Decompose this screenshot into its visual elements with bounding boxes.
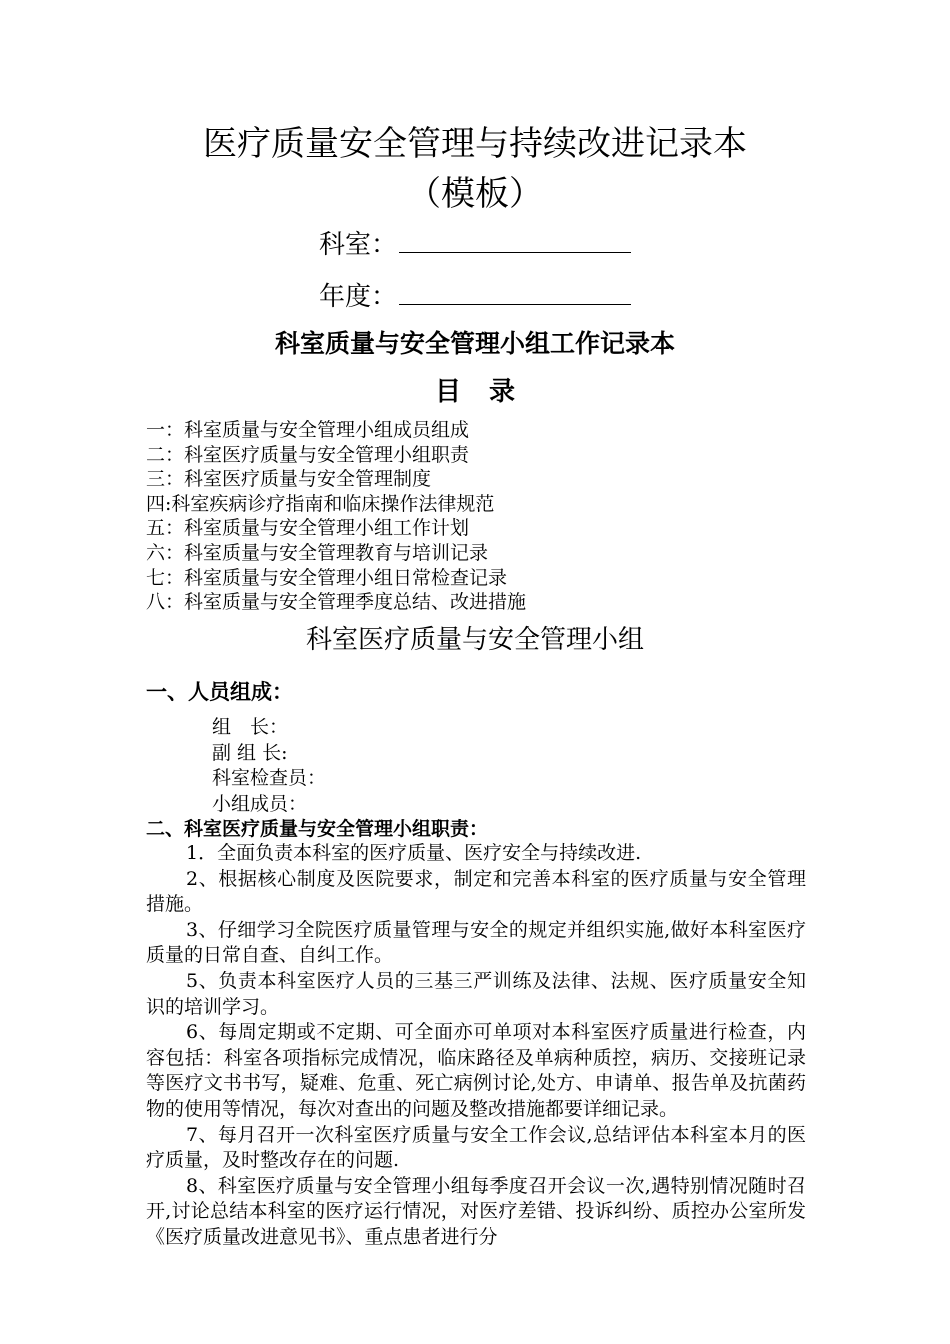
duty-paragraph: 6、每周定期或不定期、可全面亦可单项对本科室医疗质量进行检查，内容包括：科室各项指标完成情况，临床路径及单病种质控，病历、交接班记录等医疗文书书写，疑难、危重、死亡病例讨论,处方、申请单、报告单及抗菌药物的使用等情况，每次对查出的问题及整改措施都要详细记录。: [146, 1021, 806, 1120]
toc-item: 四:科室疾病诊疗指南和临床操作法律规范: [146, 492, 495, 515]
heading-duties: 二、科室医疗质量与安全管理小组职责：: [146, 818, 489, 840]
table-of-contents: [146, 418, 846, 615]
toc-item: 七：科室质量与安全管理小组日常检查记录: [146, 566, 508, 589]
toc-item: 八：科室质量与安全管理季度总结、改进措施: [146, 591, 527, 614]
member-role-members: 小组成员：: [212, 792, 308, 815]
duty-paragraph: 7、每月召开一次科室医疗质量与安全工作会议,总结评估本科室本月的医疗质量，及时整改存在的问题.: [146, 1123, 806, 1172]
department-blank: [399, 228, 631, 253]
document-title-template-note: （模板）: [407, 174, 543, 214]
duty-paragraph: 2、根据核心制度及医院要求，制定和完善本科室的医疗质量与安全管理措施。: [146, 867, 806, 916]
toc-item: 五：科室质量与安全管理小组工作计划: [146, 517, 470, 540]
document-title: 医疗质量安全管理与持续改进记录本: [203, 124, 747, 164]
duty-paragraph: 1．全面负责本科室的医疗质量、医疗安全与持续改进.: [186, 842, 642, 864]
record-book-subtitle: 科室质量与安全管理小组工作记录本: [274, 329, 675, 358]
year-blank: [399, 280, 631, 305]
toc-item: 三：科室医疗质量与安全管理制度: [146, 468, 432, 491]
duties-body: [146, 841, 806, 1251]
member-role-leader: 组 长：: [212, 716, 289, 738]
department-field: [0, 228, 950, 261]
member-list: [212, 715, 326, 817]
section-title: 科室医疗质量与安全管理小组: [305, 625, 644, 655]
toc-heading: 目录: [434, 377, 543, 407]
year-label: 年度：: [318, 282, 397, 312]
duty-paragraph: 3、仔细学习全院医疗质量管理与安全的规定并组织实施,做好本科室医疗质量的日常自查、自纠工作。: [146, 918, 806, 967]
toc-item: 六：科室质量与安全管理教育与培训记录: [146, 541, 489, 564]
member-role-inspector: 科室检查员：: [212, 767, 327, 789]
heading-personnel: 一、人员组成：: [146, 680, 293, 704]
toc-item: 二：科室医疗质量与安全管理小组职责: [146, 443, 470, 466]
year-field: [0, 280, 950, 313]
member-role-deputy: 副 组 长:: [212, 741, 288, 764]
duty-paragraph: 8、科室医疗质量与安全管理小组每季度召开会议一次,遇特别情况随时召开,讨论总结本科室的医疗运行情况，对医疗差错、投诉纠纷、质控办公室所发《医疗质量改进意见书》、重点患者进行分: [146, 1174, 806, 1248]
duty-paragraph: 5、负责本科室医疗人员的三基三严训练及法律、法规、医疗质量安全知识的培训学习。: [146, 969, 806, 1018]
department-label: 科室：: [318, 230, 397, 260]
toc-item: 一：科室质量与安全管理小组成员组成: [146, 419, 470, 441]
